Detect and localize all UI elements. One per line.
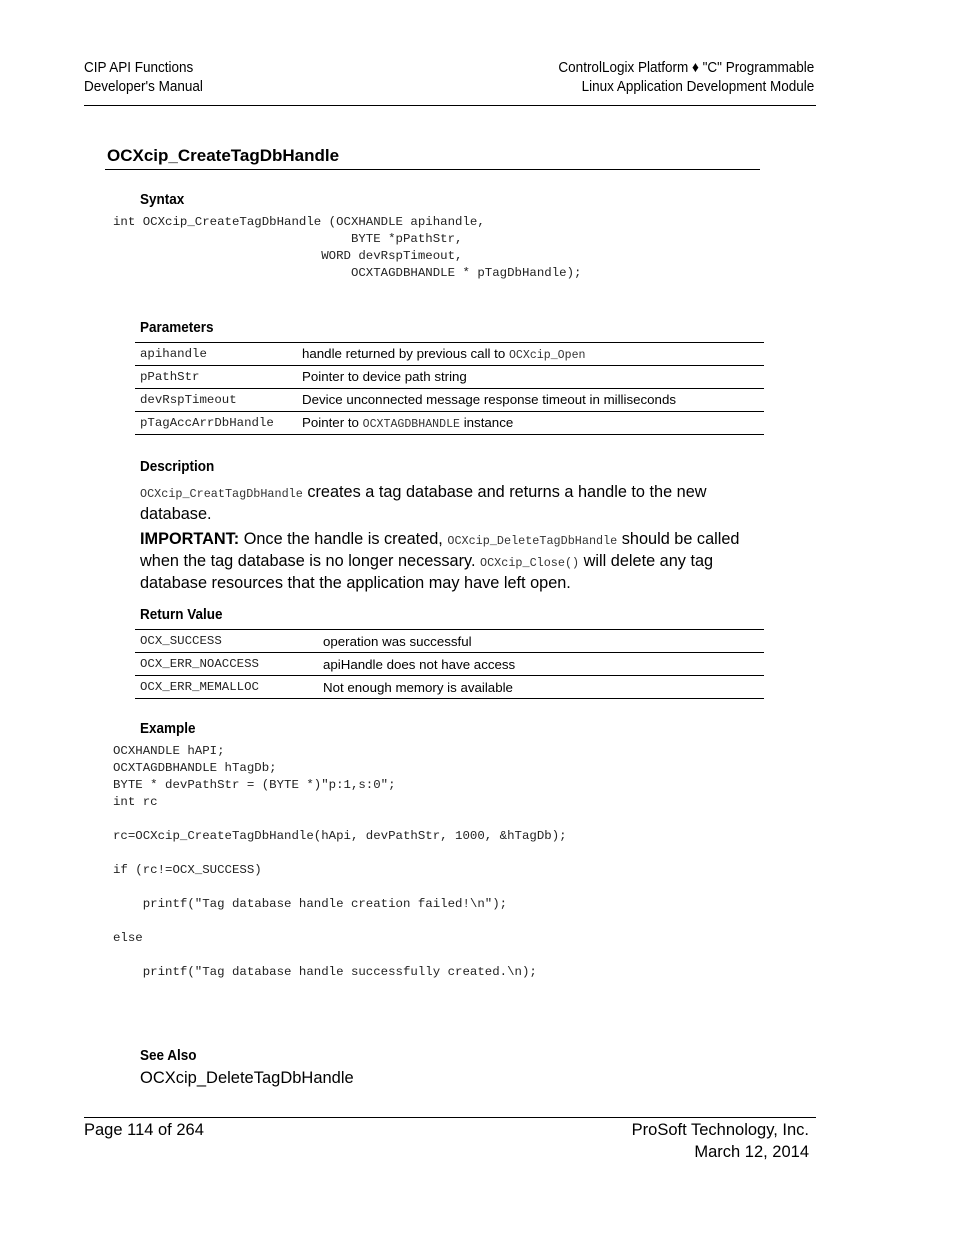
header-rule xyxy=(84,105,816,106)
inline-code: OCXTAGDBHANDLE xyxy=(362,418,461,431)
return-desc: Not enough memory is available xyxy=(318,676,764,699)
parameters-heading: Parameters xyxy=(140,319,214,336)
return-desc: apiHandle does not have access xyxy=(318,653,764,676)
param-name: pPathStr xyxy=(135,366,297,389)
param-name: devRspTimeout xyxy=(135,389,297,412)
return-value-table xyxy=(135,629,764,699)
see-also-heading: See Also xyxy=(140,1047,197,1064)
table-row xyxy=(135,676,764,699)
param-desc: Pointer to device path string xyxy=(297,366,764,389)
company-name: ProSoft Technology, Inc. xyxy=(631,1121,809,1139)
publish-date: March 12, 2014 xyxy=(694,1143,809,1161)
header-left xyxy=(84,58,203,96)
header-right xyxy=(558,58,814,96)
function-title: OCXcip_CreateTagDbHandle xyxy=(107,146,340,165)
manual-name: Developer's Manual xyxy=(84,78,203,95)
important-label: IMPORTANT: xyxy=(140,530,240,548)
return-code: OCX_ERR_NOACCESS xyxy=(135,653,318,676)
param-name: pTagAccArrDbHandle xyxy=(135,412,297,435)
inline-code: OCXcip_DeleteTagDbHandle xyxy=(447,534,618,548)
footer-right xyxy=(632,1119,809,1163)
return-desc: operation was successful xyxy=(318,630,764,653)
page-number: Page 114 of 264 xyxy=(84,1121,204,1139)
see-also-link[interactable]: OCXcip_DeleteTagDbHandle xyxy=(140,1069,354,1087)
title-rule xyxy=(105,169,760,170)
module-name: Linux Application Development Module xyxy=(581,78,814,95)
param-name: apihandle xyxy=(135,343,297,366)
inline-code: OCXcip_Open xyxy=(508,349,586,362)
inline-code: OCXcip_CreatTagDbHandle xyxy=(140,487,303,501)
table-row xyxy=(135,412,764,435)
table-row xyxy=(135,343,764,366)
param-desc: Device unconnected message response timeout in milliseconds xyxy=(297,389,764,412)
example-heading: Example xyxy=(140,720,196,737)
inline-code: OCXcip_Close() xyxy=(480,556,580,570)
example-code: OCXHANDLE hAPI; OCXTAGDBHANDLE hTagDb; BYTE * devPathStr = (BYTE *)"p:1,s:0"; int rc rc=OCXcip_CreateTagDbHandle(hApi, devPathStr, 1000, &hTagDb); if (rc!=OCX_SUCCESS) printf("Tag database handle creation failed!\n"); else printf("Tag database handle successfully created.\n); xyxy=(113,744,567,979)
return-code: OCX_ERR_MEMALLOC xyxy=(135,676,318,699)
important-note: IMPORTANT: Once the handle is created, OCXcip_DeleteTagDbHandle should be called when the tag database is no longer necessary. OCXcip_Close() will delete any tag database resources that the application may have left open. xyxy=(140,530,740,592)
table-row xyxy=(135,630,764,653)
description-paragraph: OCXcip_CreatTagDbHandle creates a tag database and returns a handle to the new database. xyxy=(140,483,707,523)
param-desc: handle returned by previous call to OCXcip_Open xyxy=(297,343,764,366)
syntax-heading: Syntax xyxy=(140,191,185,208)
syntax-code: int OCXcip_CreateTagDbHandle (OCXHANDLE apihandle, BYTE *pPathStr, WORD devRspTimeout, OCXTAGDBHANDLE * pTagDbHandle); xyxy=(113,215,582,280)
parameters-table xyxy=(135,342,764,435)
manual-section: CIP API Functions xyxy=(84,59,194,76)
table-row xyxy=(135,653,764,676)
table-row xyxy=(135,366,764,389)
description-body xyxy=(140,482,764,593)
return-code: OCX_SUCCESS xyxy=(135,630,318,653)
return-value-heading: Return Value xyxy=(140,606,223,623)
param-desc: Pointer to OCXTAGDBHANDLE instance xyxy=(297,412,764,435)
description-heading: Description xyxy=(140,458,215,475)
footer-rule xyxy=(84,1117,816,1118)
table-row xyxy=(135,389,764,412)
platform-name: ControlLogix Platform ♦ "C" Programmable xyxy=(558,59,814,76)
